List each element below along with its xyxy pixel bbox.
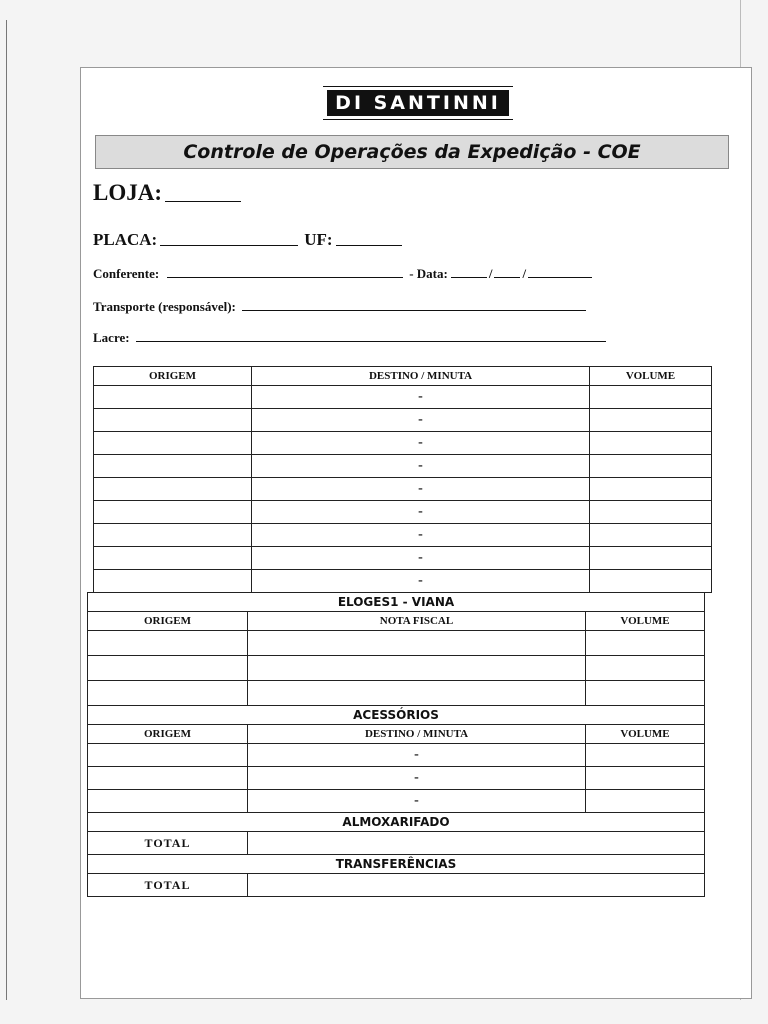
- transporte-field: [93, 299, 586, 315]
- col-header-destino: DESTINO / MINUTA: [248, 725, 586, 744]
- table-row: [88, 656, 705, 681]
- data-month-line[interactable]: [494, 276, 520, 278]
- volume-cell[interactable]: [590, 432, 712, 455]
- placa-label: PLACA:: [93, 230, 158, 249]
- table-row: [94, 386, 712, 409]
- brand-logo-text: DI SANTINNI: [327, 90, 509, 116]
- transporte-input-line[interactable]: [242, 309, 586, 311]
- table-row: [94, 455, 712, 478]
- uf-label: UF:: [304, 230, 333, 249]
- destino-cell[interactable]: -: [252, 570, 590, 593]
- uf-input-line[interactable]: [336, 244, 402, 246]
- section-header-acessorios: [88, 706, 705, 725]
- table-row: [94, 570, 712, 593]
- conferente-label: Conferente:: [93, 266, 160, 281]
- nota-fiscal-cell[interactable]: [248, 656, 586, 681]
- table-row: [94, 547, 712, 570]
- scan-edge-left: [6, 20, 7, 1000]
- placa-input-line[interactable]: [160, 244, 298, 246]
- loja-input-line[interactable]: [165, 200, 241, 202]
- data-day-line[interactable]: [451, 276, 487, 278]
- conferente-input-line[interactable]: [167, 276, 403, 278]
- data-label: - Data:: [409, 266, 448, 281]
- volume-cell[interactable]: [590, 501, 712, 524]
- origem-cell[interactable]: [94, 547, 252, 570]
- nota-fiscal-cell[interactable]: [248, 681, 586, 706]
- table-row: [88, 681, 705, 706]
- table-row: [94, 501, 712, 524]
- form-sheet: [80, 67, 752, 999]
- volume-cell[interactable]: [590, 386, 712, 409]
- section-title-acessorios: ACESSÓRIOS: [88, 706, 705, 725]
- section-header-eloges: [88, 593, 705, 612]
- volume-cell[interactable]: [586, 790, 705, 813]
- col-header-destino: DESTINO / MINUTA: [252, 367, 590, 386]
- table-header-row: [88, 725, 705, 744]
- col-header-origem: ORIGEM: [94, 367, 252, 386]
- origem-cell[interactable]: [88, 631, 248, 656]
- loja-field: [93, 180, 241, 206]
- table-destino: [93, 366, 712, 593]
- destino-cell[interactable]: -: [248, 790, 586, 813]
- destino-cell[interactable]: -: [252, 386, 590, 409]
- volume-cell[interactable]: [586, 767, 705, 790]
- origem-cell[interactable]: [94, 386, 252, 409]
- col-header-volume: VOLUME: [586, 725, 705, 744]
- volume-cell[interactable]: [586, 681, 705, 706]
- origem-cell[interactable]: [88, 656, 248, 681]
- section-title-transferencias: TRANSFERÊNCIAS: [88, 855, 705, 874]
- date-separator-2: /: [522, 266, 527, 281]
- data-year-line[interactable]: [528, 276, 592, 278]
- volume-cell[interactable]: [590, 409, 712, 432]
- section-title-eloges: ELOGES1 - VIANA: [88, 593, 705, 612]
- col-header-volume: VOLUME: [586, 612, 705, 631]
- volume-cell[interactable]: [590, 570, 712, 593]
- volume-cell[interactable]: [590, 547, 712, 570]
- table-row: [88, 744, 705, 767]
- volume-cell[interactable]: [586, 656, 705, 681]
- col-header-volume: VOLUME: [590, 367, 712, 386]
- origem-cell[interactable]: [94, 478, 252, 501]
- volume-cell[interactable]: [590, 524, 712, 547]
- table-row: [94, 409, 712, 432]
- volume-cell[interactable]: [590, 478, 712, 501]
- origem-cell[interactable]: [88, 744, 248, 767]
- loja-label: LOJA:: [93, 180, 162, 205]
- transporte-label: Transporte (responsável):: [93, 299, 236, 314]
- origem-cell[interactable]: [94, 501, 252, 524]
- table-row: [88, 790, 705, 813]
- volume-cell[interactable]: [590, 455, 712, 478]
- total-value-cell[interactable]: [248, 832, 705, 855]
- origem-cell[interactable]: [94, 409, 252, 432]
- section-header-almoxarifado: [88, 813, 705, 832]
- origem-cell[interactable]: [94, 570, 252, 593]
- table-row: [94, 524, 712, 547]
- origem-cell[interactable]: [88, 767, 248, 790]
- total-value-cell[interactable]: [248, 874, 705, 897]
- origem-cell[interactable]: [94, 524, 252, 547]
- table-row: [88, 767, 705, 790]
- destino-cell[interactable]: -: [252, 478, 590, 501]
- destino-cell[interactable]: -: [252, 409, 590, 432]
- destino-cell[interactable]: -: [252, 455, 590, 478]
- total-row-transferencias: [88, 874, 705, 897]
- origem-cell[interactable]: [88, 681, 248, 706]
- destino-cell[interactable]: -: [252, 432, 590, 455]
- total-row-almoxarifado: [88, 832, 705, 855]
- total-label: TOTAL: [88, 832, 248, 855]
- conferente-field: [93, 266, 592, 282]
- section-title-almoxarifado: ALMOXARIFADO: [88, 813, 705, 832]
- table-header-row: [94, 367, 712, 386]
- lacre-field: [93, 330, 606, 346]
- volume-cell[interactable]: [586, 744, 705, 767]
- col-header-origem: ORIGEM: [88, 725, 248, 744]
- table-sections: [87, 592, 705, 897]
- placa-field: [93, 230, 402, 250]
- form-title: Controle de Operações da Expedição - COE: [95, 135, 729, 169]
- destino-cell[interactable]: -: [252, 501, 590, 524]
- destino-cell[interactable]: -: [252, 524, 590, 547]
- lacre-input-line[interactable]: [136, 340, 606, 342]
- table-row: [94, 478, 712, 501]
- section-header-transferencias: [88, 855, 705, 874]
- destino-cell[interactable]: -: [252, 547, 590, 570]
- total-label: TOTAL: [88, 874, 248, 897]
- date-separator-1: /: [488, 266, 493, 281]
- origem-cell[interactable]: [94, 432, 252, 455]
- col-header-origem: ORIGEM: [88, 612, 248, 631]
- brand-logo: [323, 84, 513, 122]
- table-row: [88, 631, 705, 656]
- destino-cell[interactable]: -: [248, 744, 586, 767]
- table-row: [94, 432, 712, 455]
- origem-cell[interactable]: [88, 790, 248, 813]
- nota-fiscal-cell[interactable]: [248, 631, 586, 656]
- origem-cell[interactable]: [94, 455, 252, 478]
- destino-cell[interactable]: -: [248, 767, 586, 790]
- lacre-label: Lacre:: [93, 330, 130, 345]
- col-header-nota-fiscal: NOTA FISCAL: [248, 612, 586, 631]
- table-header-row: [88, 612, 705, 631]
- volume-cell[interactable]: [586, 631, 705, 656]
